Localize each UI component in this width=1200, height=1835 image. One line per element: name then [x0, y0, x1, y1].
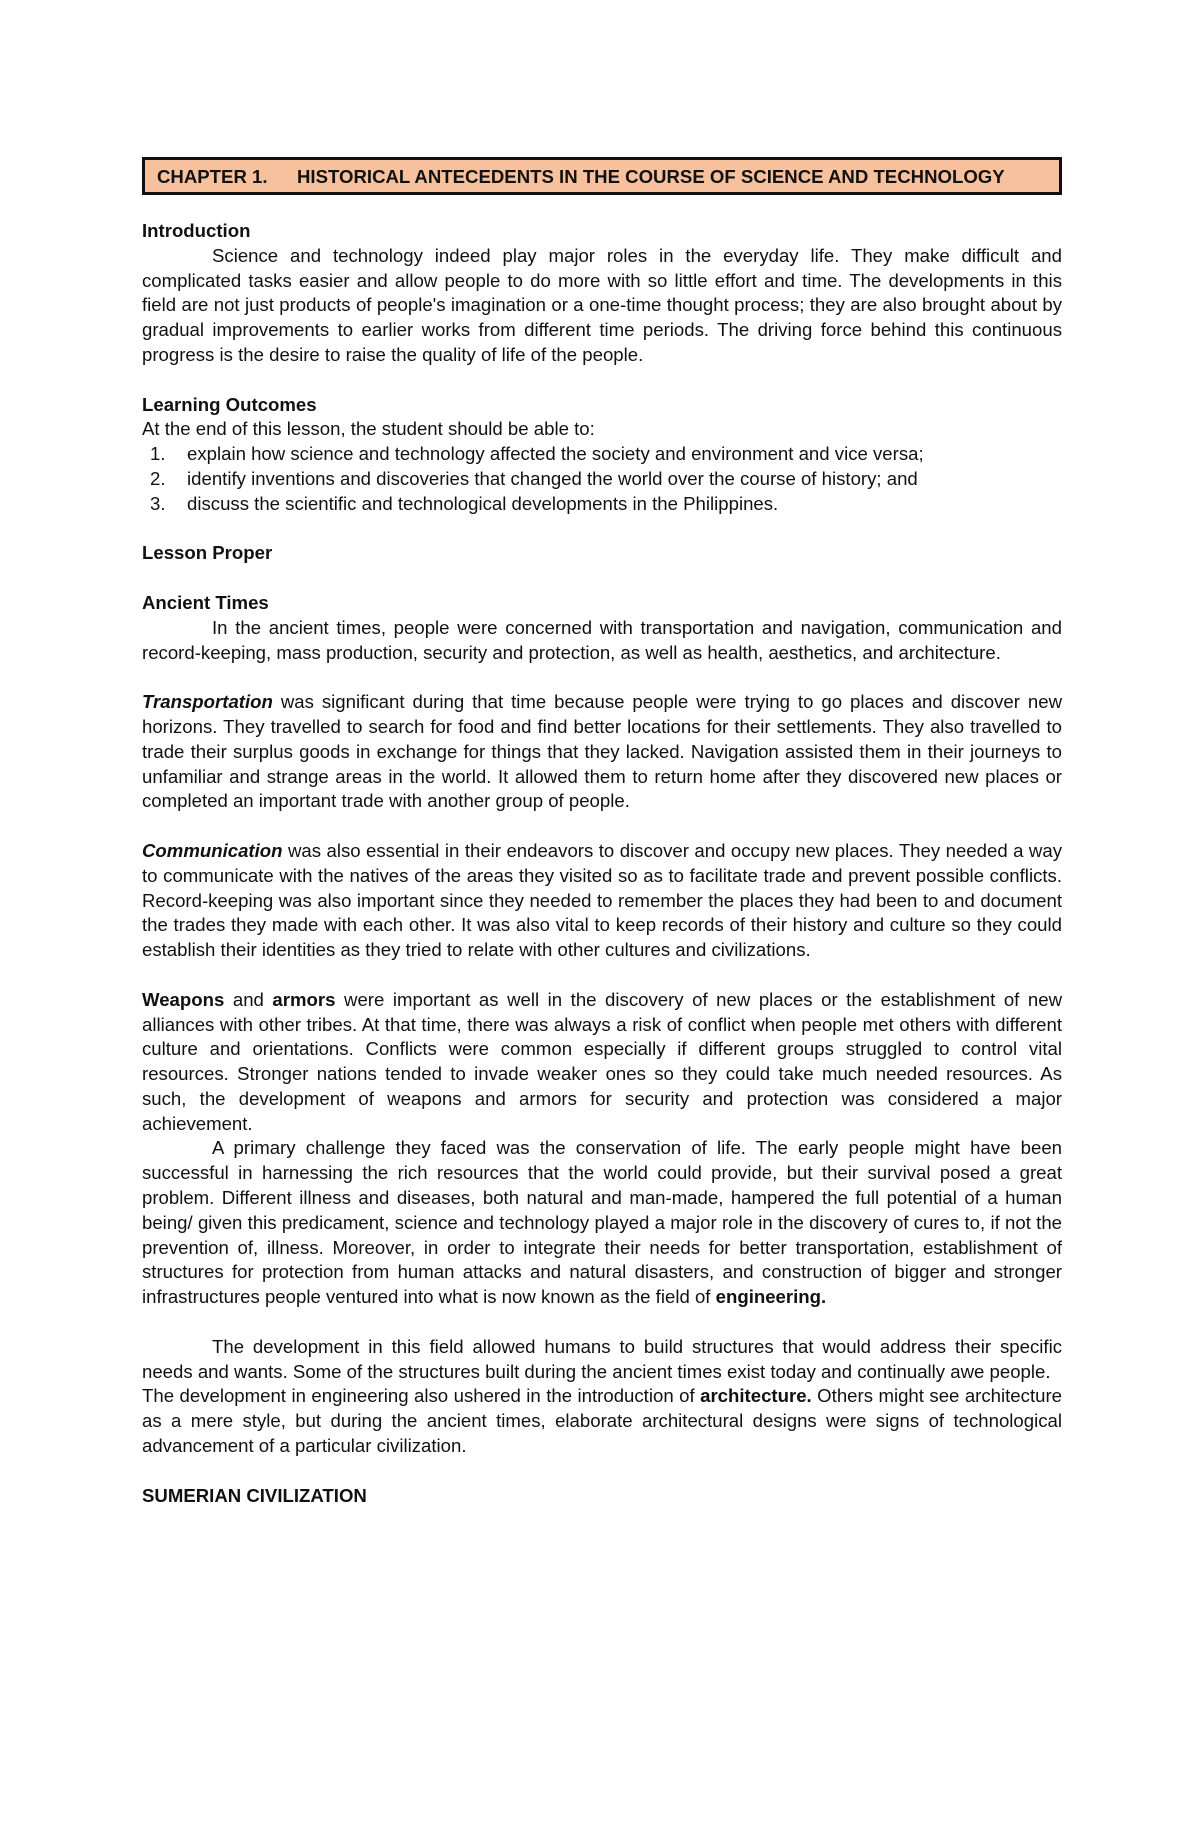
chapter-title: HISTORICAL ANTECEDENTS IN THE COURSE OF SCIENCE AND TECHNOLOGY: [297, 166, 1005, 187]
introduction-heading: Introduction: [142, 220, 251, 241]
learning-outcomes-lead: At the end of this lesson, the student should be able to:: [142, 418, 595, 440]
weapons-term: Weapons: [142, 988, 225, 1010]
transportation-text: was significant during that time because people were trying to go places and discover new horizons. They travelled to search for food and find better locations for their settlements. They also travelled to trade their surplus goods in exchange for things that they lacked. Navigation assisted them in their journeys to unfamiliar and strange areas in the world. It allowed them to return home after they discovered new places or completed an important trade with another group of people.: [142, 691, 1062, 812]
list-item-number: 1.: [150, 443, 166, 465]
learning-outcomes-list: [142, 442, 1062, 516]
architecture-paragraph: [142, 1384, 1062, 1458]
communication-text: was also essential in their endeavors to discover and occupy new places. They needed a way to communicate with the natives of the areas they visited so as to facilitate trade and prevent possible conflicts. Record-keeping was also important since they needed to remember the places they had been to and document the trades they made with each other. It was also vital to keep records of their history and culture so they could establish their identities as they tried to relate with other cultures and civilizations.: [142, 839, 1062, 961]
architecture-term: architecture.: [700, 1385, 812, 1407]
chapter-number: CHAPTER 1.: [157, 166, 268, 187]
communication-paragraph: [142, 839, 1062, 963]
list-item-text: explain how science and technology affected the society and environment and vice versa;: [187, 443, 924, 465]
development-paragraph: The development in this field allowed humans to build structures that would address their specific needs and wants. Some of the structures built during the ancient times exist today and continually awe people.: [142, 1335, 1062, 1382]
introduction-paragraph: Science and technology indeed play major roles in the everyday life. They make difficult and complicated tasks easier and allow people to do more with so little effort and time. The developments in this field are not just products of people's imagination or a one-time thought process; they are also brought about by gradual improvements to earlier works from different time periods. The driving force behind this continuous progress is the desire to raise the quality of life of the people.: [142, 244, 1062, 365]
list-item: [142, 467, 1062, 492]
transportation-term: Transportation: [142, 691, 273, 713]
list-item: [142, 442, 1062, 467]
transportation-paragraph: [142, 690, 1062, 814]
architecture-text-before: The development in engineering also ushered in the introduction of: [142, 1385, 701, 1407]
conservation-paragraph: [142, 1136, 1062, 1310]
conservation-text: A primary challenge they faced was the conservation of life. The early people might have been successful in harnessing the rich resources that the world could provide, but their survival posed a great problem. Different illness and diseases, both natural and man-made, hampered the full potential of a human being/ given this predicament, science and technology played a major role in the discovery of cures to, if not the prevention of, illness. Moreover, in order to integrate their needs for better transportation, establishment of structures for protection from human attacks and natural disasters, and construction of bigger and stronger infrastructures people ventured into what is now known as the field of: [142, 1137, 1062, 1308]
document-page: [142, 157, 1062, 1508]
armors-term: armors: [272, 988, 336, 1010]
list-item-text: discuss the scientific and technological developments in the Philippines.: [187, 492, 779, 514]
learning-outcomes-heading: Learning Outcomes: [142, 393, 317, 415]
ancient-times-paragraph: In the ancient times, people were concerned with transportation and navigation, communication and record-keeping, mass production, security and protection, as well as health, aesthetics, and architecture.: [142, 616, 1062, 663]
architecture-text-after: Others might see architecture as a mere style, but during the ancient times, elaborate architectural designs were signs of technological advancement of a particular civilization.: [142, 1385, 1062, 1457]
list-item-text: identify inventions and discoveries that changed the world over the course of history; and: [187, 467, 918, 489]
sumerian-heading: SUMERIAN CIVILIZATION: [142, 1484, 367, 1506]
communication-term: Communication: [142, 839, 283, 861]
ancient-times-heading: Ancient Times: [142, 591, 269, 613]
weapons-paragraph: [142, 988, 1062, 1137]
chapter-header: [142, 157, 1062, 195]
list-item-number: 2.: [150, 467, 166, 489]
weapons-text: were important as well in the discovery of new places or the establishment of new alliances with other tribes. At that time, there was always a risk of conflict when people met others with different culture and orientations. Conflicts were common especially if different groups struggled to control vital resources. Stronger nations tended to invade weaker ones so they could take much needed resources. As such, the development of weapons and armors for security and protection was considered a major achievement.: [142, 988, 1062, 1134]
engineering-term: engineering.: [715, 1286, 827, 1308]
list-item: [142, 492, 1062, 517]
weapons-joiner: and: [224, 988, 273, 1010]
list-item-number: 3.: [150, 492, 166, 514]
lesson-proper-heading: Lesson Proper: [142, 542, 273, 564]
